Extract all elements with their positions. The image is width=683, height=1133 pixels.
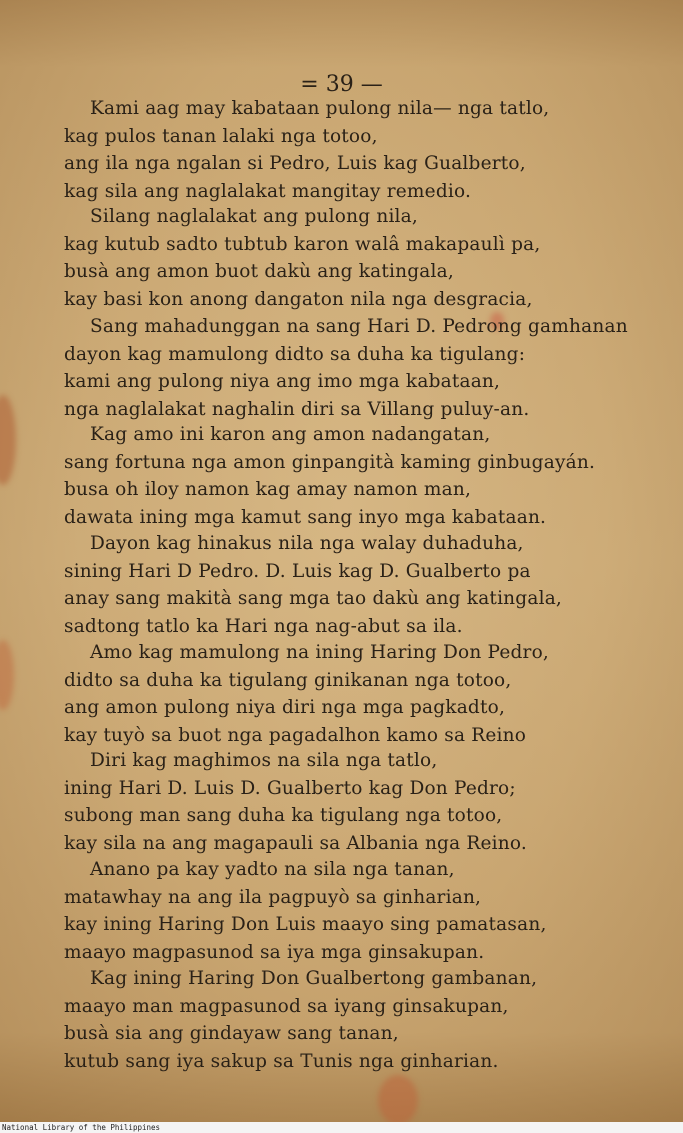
stanza-4 [64, 421, 664, 531]
verse-line: kay tuyò sa buot nga pagadalhon kamo sa Reino [64, 724, 527, 746]
paper-stain [0, 395, 16, 485]
verse-line: Kag ining Haring Don Gualbertong gambanan, [90, 968, 538, 989]
verse-line: kutub sang iya sakup sa Tunis nga ginharian. [64, 1050, 499, 1072]
verse-line: Anano pa kay yadto na sila nga tanan, [90, 859, 455, 880]
library-credit: National Library of the Philippines [2, 1123, 161, 1132]
verse-line: maayo magpasunod sa iya mga ginsakupan. [64, 941, 485, 963]
stanza-7 [64, 747, 664, 857]
verse-line: Amo kag mamulong na ining Haring Don Pedro, [90, 642, 550, 663]
verse-line: ang amon pulong niya diri nga mga pagkadto, [64, 697, 506, 718]
verse-line: Silang naglalakat ang pulong nila, [90, 206, 418, 227]
verse-line: Sang mahadunggan na sang Hari D. Pedrong gamhanan [90, 316, 628, 337]
verse-line: sining Hari D Pedro. D. Luis kag D. Gualberto pa [64, 560, 531, 582]
stanza-3 [64, 313, 664, 423]
verse-line: sang fortuna nga amon ginpangità kaming ginbugayán. [64, 451, 596, 473]
verse-line: dawata ining mga kamut sang inyo mga kabataan. [64, 506, 547, 528]
verse-line: maayo man magpasunod sa iyang ginsakupan, [64, 995, 509, 1017]
verse-line: didto sa duha ka tigulang ginikanan nga totoo, [64, 669, 512, 691]
verse-line: subong man sang duha ka tigulang nga totoo, [64, 805, 503, 826]
verse-line: busà sia ang gindayaw sang tanan, [64, 1023, 399, 1044]
stanza-5 [64, 530, 664, 640]
verse-line: Kami aag may kabataan pulong nila— nga tatlo, [90, 98, 550, 119]
verse-line: busà ang amon buot dakù ang katingala, [64, 261, 454, 282]
verse-line: ang ila nga ngalan si Pedro, Luis kag Gualberto, [64, 153, 526, 174]
verse-line: sadtong tatlo ka Hari nga nag-abut sa ila. [64, 615, 463, 637]
verse-line: kag pulos tanan lalaki nga totoo, [64, 125, 378, 147]
verse-line: kag sila ang naglalakat mangitay remedio. [64, 180, 472, 202]
stanza-8 [64, 856, 664, 966]
verse-line: anay sang makità sang mga tao dakù ang katingala, [64, 588, 562, 609]
verse-line: dayon kag mamulong didto sa duha ka tigulang: [64, 343, 526, 365]
verse-line: kay basi kon anong dangaton nila nga desgracia, [64, 288, 533, 310]
verse-line: kay sila na ang magapauli sa Albania nga Reino. [64, 832, 528, 854]
paper-stain [0, 640, 14, 710]
stanza-1 [64, 95, 664, 205]
stanza-9 [64, 965, 664, 1075]
stanza-6 [64, 639, 664, 749]
verse-line: Diri kag maghimos na sila nga tatlo, [90, 750, 438, 771]
verse-line: nga naglalakat naghalin diri sa Villang puluy-an. [64, 398, 530, 420]
verse-line: kami ang pulong niya ang imo mga kabataan, [64, 371, 501, 392]
stanza-2 [64, 203, 664, 313]
verse-line: Dayon kag hinakus nila nga walay duhaduha, [90, 533, 524, 554]
verse-line: ining Hari D. Luis D. Gualberto kag Don Pedro; [64, 777, 516, 799]
verse-line: kag kutub sadto tubtub karon walâ makapaulì pa, [64, 233, 541, 255]
verse-line: busa oh iloy namon kag amay namon man, [64, 479, 472, 500]
verse-line: matawhay na ang ila pagpuyò sa ginharian, [64, 886, 482, 908]
page-number: = 39 — [300, 72, 383, 97]
verse-line: kay ining Haring Don Luis maayo sing pamatasan, [64, 914, 547, 935]
paper-stain [378, 1075, 418, 1122]
verse-line: Kag amo ini karon ang amon nadangatan, [90, 424, 491, 445]
